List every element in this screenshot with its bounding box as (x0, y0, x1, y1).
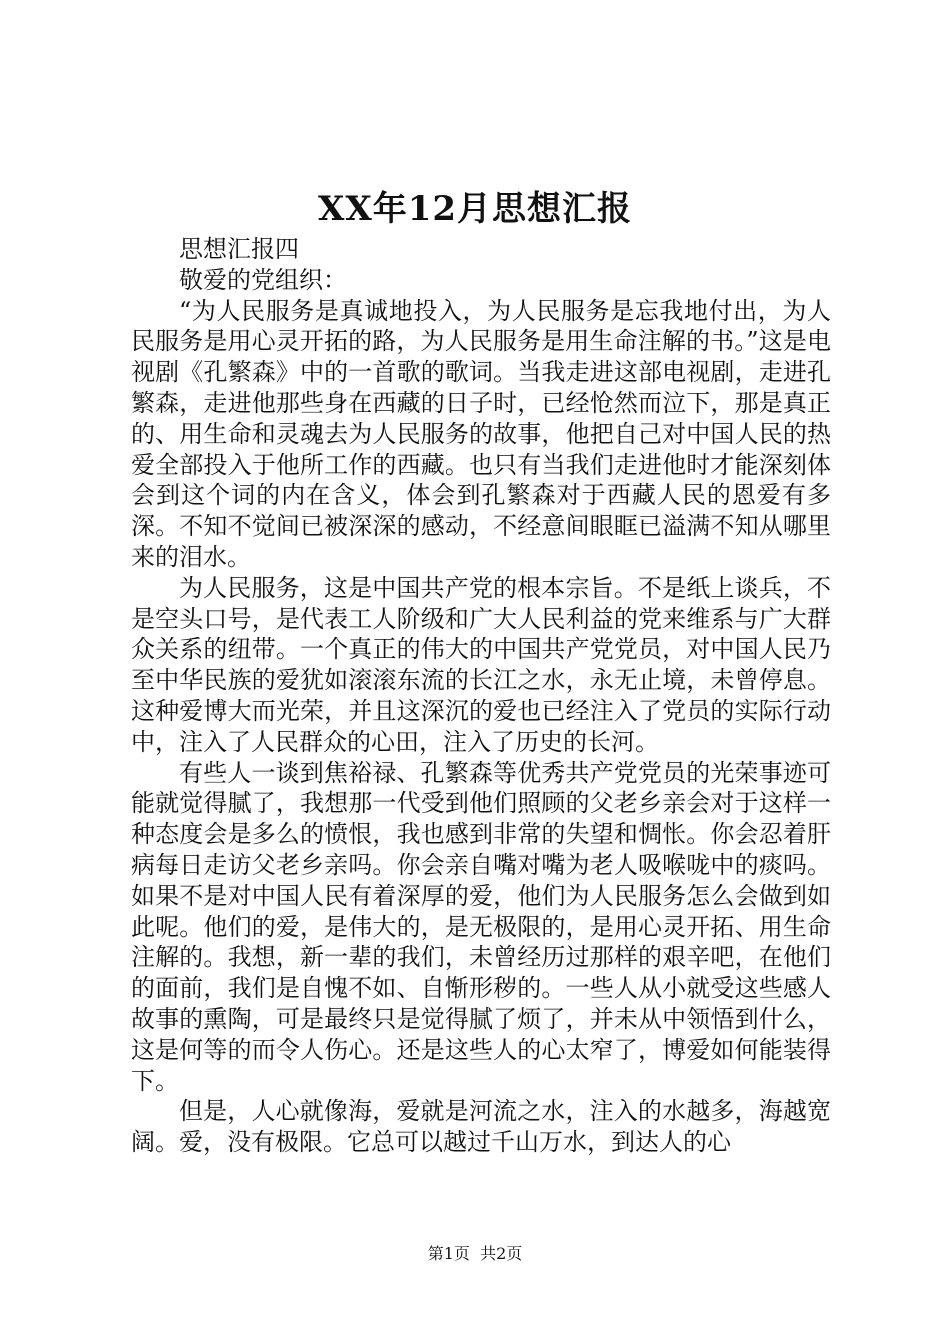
page-footer (0, 1244, 950, 1264)
paragraph: 但是，人心就像海，爱就是河流之水，注入的水越多，海越宽阔。爱，没有极限。它总可以越过千山万水，到达人的心 (131, 1097, 831, 1157)
paragraph-salutation: 敬爱的党组织： (179, 265, 347, 294)
page-number: 第1页 (427, 1244, 470, 1263)
paragraph: 有些人一谈到焦裕禄、孔繁森等优秀共产党党员的光荣事迹可能就觉得腻了，我想那一代受到他们照顾的父老乡亲会对于这样一种态度会是多么的愤恨，我也感到非常的失望和惆怅。你会忍着肝病每日走访父老乡亲吗。你会亲自嘴对嘴为老人吸喉咙中的痰吗。如果不是对中国人民有着深厚的爱，他们为人民服务怎么会做到如此呢。他们的爱，是伟大的，是无极限的，是用心灵开拓、用生命注解的。我想，新一辈的我们，未曾经历过那样的艰辛吧，在他们的面前，我们是自愧不如、自惭形秽的。一些人从小就受这些感人故事的熏陶，可是最终只是觉得腻了烦了，并未从中领悟到什么，这是何等的而令人伤心。还是这些人的心太窄了，博爱如何能装得下。 (131, 758, 831, 1095)
paragraph: 为人民服务，这是中国共产党的根本宗旨。不是纸上谈兵，不是空头口号，是代表工人阶级和广大人民利益的党来维系与广大群众关系的纽带。一个真正的伟大的中国共产党党员，对中国人民乃至中华民族的爱犹如滚滚东流的长江之水，永无止境，未曾停息。这种爱博大而光荣，并且这深沉的爱也已经注入了党员的实际行动中，注入了人民群众的心田，注入了历史的长河。 (131, 573, 831, 756)
document-body (131, 234, 831, 1158)
document-title: XX年12月思想汇报 (317, 189, 633, 229)
page-total: 共2页 (480, 1244, 523, 1263)
paragraph: “为人民服务是真诚地投入，为人民服务是忘我地付出，为人民服务是用心灵开拓的路，为人民服务是用生命注解的书。”这是电视剧《孔繁森》中的一首歌的歌词。当我走进这部电视剧，走进孔繁森，走进他那些身在西藏的日子时，已经怆然而泣下，那是真正的、用生命和灵魂去为人民服务的故事，他把自己对中国人民的热爱全部投入于他所工作的西藏。也只有当我们走进他时才能深刻体会到这个词的内在含义，体会到孔繁森对于西藏人民的恩爱有多深。不知不觉间已被深深的感动，不经意间眼眶已溢满不知从哪里来的泪水。 (131, 296, 831, 571)
paragraph-subtitle: 思想汇报四 (179, 235, 299, 263)
